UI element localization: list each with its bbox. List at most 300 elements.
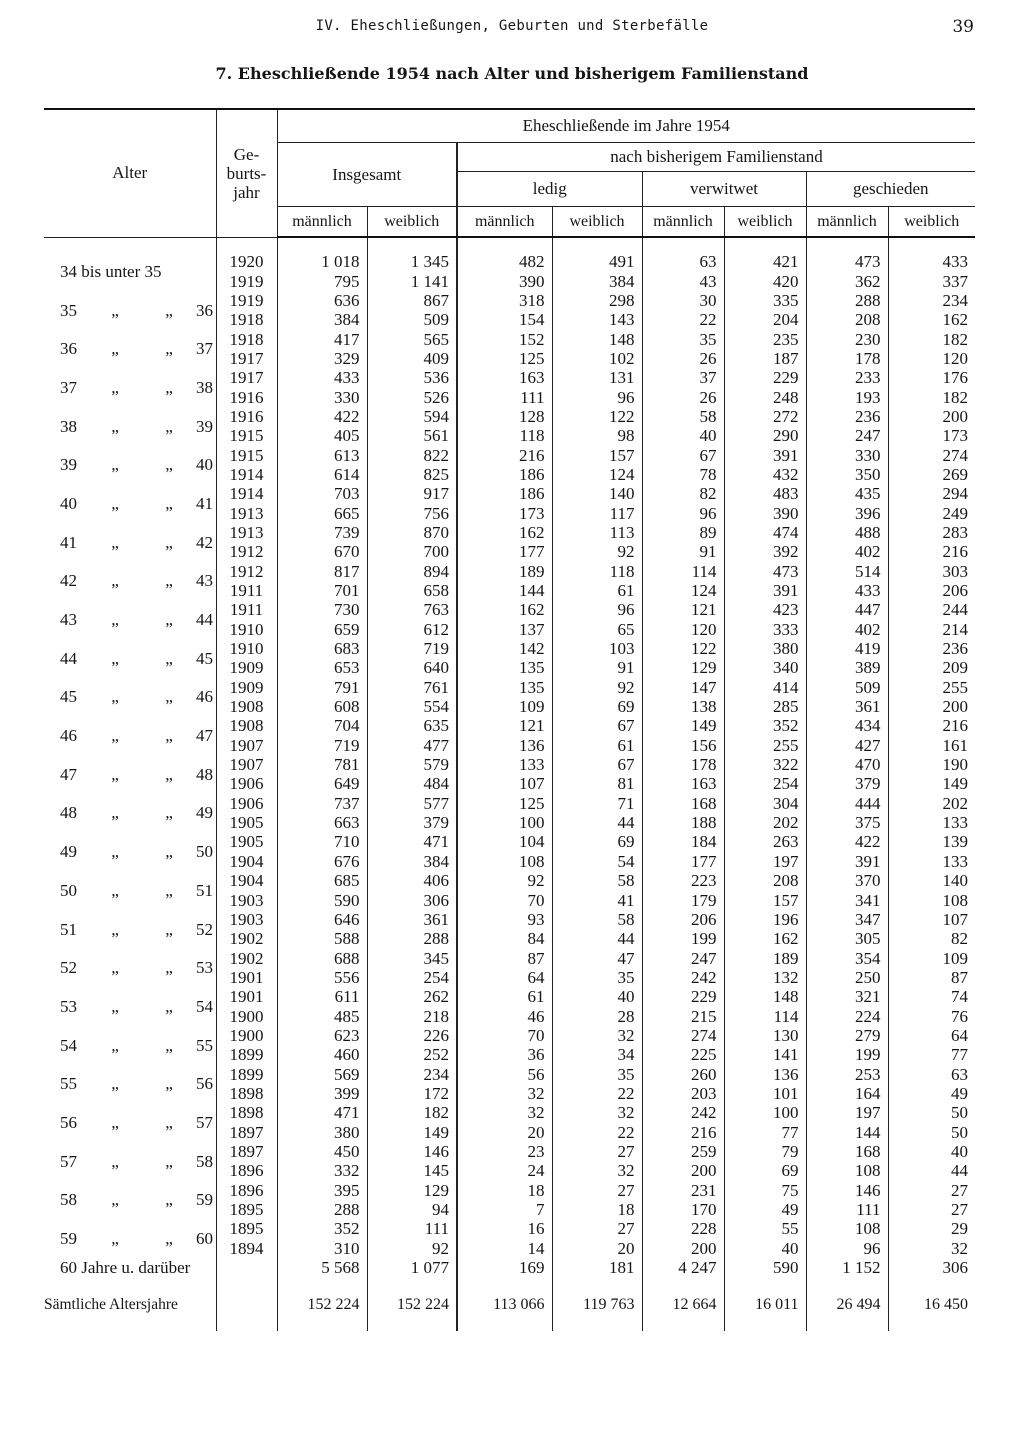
birth-year-cell xyxy=(216,1258,277,1277)
table-row xyxy=(44,639,975,658)
value-cell: 200 xyxy=(888,697,975,716)
value-cell: 216 xyxy=(457,445,552,464)
birth-year-cell: 1906 xyxy=(216,794,277,813)
value-cell: 361 xyxy=(806,697,888,716)
value-cell: 157 xyxy=(724,890,806,909)
value-cell: 719 xyxy=(367,639,457,658)
value-cell: 164 xyxy=(806,1084,888,1103)
value-cell: 216 xyxy=(642,1122,724,1141)
value-cell: 177 xyxy=(457,542,552,561)
value-cell: 91 xyxy=(642,542,724,561)
value-cell: 255 xyxy=(724,736,806,755)
value-cell: 43 xyxy=(642,271,724,290)
value-cell: 1 345 xyxy=(367,252,457,271)
value-cell: 288 xyxy=(367,929,457,948)
value-cell: 173 xyxy=(457,503,552,522)
value-cell: 28 xyxy=(552,1006,642,1025)
value-cell: 298 xyxy=(552,291,642,310)
birth-year-cell: 1910 xyxy=(216,620,277,639)
value-cell: 683 xyxy=(277,639,367,658)
value-cell: 162 xyxy=(457,523,552,542)
birth-year-cell: 1917 xyxy=(216,368,277,387)
value-cell: 146 xyxy=(806,1181,888,1200)
statistics-table xyxy=(44,108,975,1331)
age-group-label: 48 „ „ 49 xyxy=(60,803,213,823)
value-cell: 389 xyxy=(806,658,888,677)
value-cell: 352 xyxy=(724,716,806,735)
value-cell: 24 xyxy=(457,1161,552,1180)
value-cell: 477 xyxy=(367,736,457,755)
value-cell: 279 xyxy=(806,1026,888,1045)
value-cell: 121 xyxy=(457,716,552,735)
value-cell: 613 xyxy=(277,445,367,464)
value-cell: 345 xyxy=(367,948,457,967)
table-row xyxy=(44,368,975,387)
age-group-label: 45 „ „ 46 xyxy=(60,687,213,707)
birth-year-cell: 1911 xyxy=(216,581,277,600)
value-cell: 822 xyxy=(367,445,457,464)
age-group-label: 42 „ „ 43 xyxy=(60,571,213,591)
value-cell: 739 xyxy=(277,523,367,542)
value-cell: 354 xyxy=(806,948,888,967)
total-value-cell: 113 066 xyxy=(457,1292,552,1316)
value-cell: 121 xyxy=(642,600,724,619)
value-cell: 485 xyxy=(277,1006,367,1025)
value-cell: 406 xyxy=(367,871,457,890)
value-cell: 200 xyxy=(888,407,975,426)
value-cell: 254 xyxy=(367,968,457,987)
value-cell: 303 xyxy=(888,562,975,581)
value-cell: 140 xyxy=(888,871,975,890)
table-row xyxy=(44,562,975,581)
value-cell: 470 xyxy=(806,755,888,774)
value-cell: 102 xyxy=(552,349,642,368)
age-group-label: 37 „ „ 38 xyxy=(60,377,213,397)
value-cell: 569 xyxy=(277,1064,367,1083)
value-cell: 737 xyxy=(277,794,367,813)
value-cell: 362 xyxy=(806,271,888,290)
total-value-cell: 12 664 xyxy=(642,1292,724,1316)
value-cell: 402 xyxy=(806,620,888,639)
value-cell: 82 xyxy=(888,929,975,948)
value-cell: 18 xyxy=(552,1200,642,1219)
header-geburtsjahr: Ge- burts- jahr xyxy=(216,109,277,237)
value-cell: 176 xyxy=(888,368,975,387)
header-insgesamt: Insgesamt xyxy=(277,143,457,207)
value-cell: 556 xyxy=(277,968,367,987)
value-cell: 96 xyxy=(806,1239,888,1258)
table-row-total xyxy=(44,1292,975,1316)
value-cell: 103 xyxy=(552,639,642,658)
value-cell: 65 xyxy=(552,620,642,639)
value-cell: 133 xyxy=(888,813,975,832)
value-cell: 149 xyxy=(888,774,975,793)
age-group-label: 51 „ „ 52 xyxy=(60,919,213,939)
value-cell: 27 xyxy=(552,1181,642,1200)
value-cell: 474 xyxy=(724,523,806,542)
value-cell: 173 xyxy=(888,426,975,445)
age-group-label: 38 „ „ 39 xyxy=(60,416,213,436)
value-cell: 79 xyxy=(724,1142,806,1161)
value-cell: 514 xyxy=(806,562,888,581)
value-cell: 335 xyxy=(724,291,806,310)
value-cell: 274 xyxy=(642,1026,724,1045)
value-cell: 67 xyxy=(642,445,724,464)
value-cell: 224 xyxy=(806,1006,888,1025)
value-cell: 561 xyxy=(367,426,457,445)
value-cell: 124 xyxy=(642,581,724,600)
birth-year-cell: 1899 xyxy=(216,1064,277,1083)
value-cell: 92 xyxy=(552,542,642,561)
age-group-label: 60 Jahre u. darüber xyxy=(60,1258,191,1278)
header-geschieden: geschieden xyxy=(806,172,975,207)
value-cell: 124 xyxy=(552,465,642,484)
value-cell: 50 xyxy=(888,1103,975,1122)
value-cell: 91 xyxy=(552,658,642,677)
value-cell: 125 xyxy=(457,349,552,368)
value-cell: 100 xyxy=(457,813,552,832)
value-cell: 14 xyxy=(457,1239,552,1258)
value-cell: 1 077 xyxy=(367,1258,457,1277)
total-label: Sämtliche Altersjahre xyxy=(44,1295,178,1313)
value-cell: 139 xyxy=(888,832,975,851)
value-cell: 611 xyxy=(277,987,367,1006)
table-row xyxy=(44,987,975,1006)
value-cell: 795 xyxy=(277,271,367,290)
value-cell: 554 xyxy=(367,697,457,716)
header-geschieden-maennlich: männlich xyxy=(806,207,888,238)
value-cell: 141 xyxy=(724,1045,806,1064)
value-cell: 435 xyxy=(806,484,888,503)
value-cell: 444 xyxy=(806,794,888,813)
value-cell: 384 xyxy=(367,852,457,871)
value-cell: 4 247 xyxy=(642,1258,724,1277)
table-row xyxy=(44,252,975,271)
value-cell: 419 xyxy=(806,639,888,658)
birth-year-cell: 1896 xyxy=(216,1161,277,1180)
birth-year-cell: 1902 xyxy=(216,948,277,967)
value-cell: 646 xyxy=(277,910,367,929)
value-cell: 168 xyxy=(806,1142,888,1161)
value-cell: 640 xyxy=(367,658,457,677)
age-group-label: 58 „ „ 59 xyxy=(60,1190,213,1210)
value-cell: 242 xyxy=(642,1103,724,1122)
value-cell: 23 xyxy=(457,1142,552,1161)
birth-year-cell: 1895 xyxy=(216,1219,277,1238)
value-cell: 347 xyxy=(806,910,888,929)
value-cell: 148 xyxy=(552,329,642,348)
value-cell: 608 xyxy=(277,697,367,716)
value-cell: 236 xyxy=(806,407,888,426)
value-cell: 259 xyxy=(642,1142,724,1161)
value-cell: 612 xyxy=(367,620,457,639)
birth-year-cell: 1910 xyxy=(216,639,277,658)
value-cell: 122 xyxy=(642,639,724,658)
value-cell: 44 xyxy=(552,929,642,948)
value-cell: 248 xyxy=(724,387,806,406)
value-cell: 27 xyxy=(552,1142,642,1161)
value-cell: 81 xyxy=(552,774,642,793)
value-cell: 423 xyxy=(724,600,806,619)
value-cell: 181 xyxy=(552,1258,642,1277)
value-cell: 118 xyxy=(552,562,642,581)
birth-year-cell: 1905 xyxy=(216,832,277,851)
value-cell: 482 xyxy=(457,252,552,271)
total-value-cell: 152 224 xyxy=(367,1292,457,1316)
value-cell: 670 xyxy=(277,542,367,561)
age-group-label: 46 „ „ 47 xyxy=(60,726,213,746)
value-cell: 577 xyxy=(367,794,457,813)
value-cell: 162 xyxy=(888,310,975,329)
value-cell: 55 xyxy=(724,1219,806,1238)
value-cell: 44 xyxy=(888,1161,975,1180)
value-cell: 260 xyxy=(642,1064,724,1083)
table-body xyxy=(44,237,975,1331)
birth-year-cell: 1908 xyxy=(216,697,277,716)
birth-year-cell: 1908 xyxy=(216,716,277,735)
value-cell: 122 xyxy=(552,407,642,426)
header-insgesamt-maennlich: männlich xyxy=(277,207,367,238)
value-cell: 663 xyxy=(277,813,367,832)
birth-year-cell: 1915 xyxy=(216,426,277,445)
value-cell: 653 xyxy=(277,658,367,677)
birth-year-cell: 1901 xyxy=(216,987,277,1006)
value-cell: 114 xyxy=(724,1006,806,1025)
value-cell: 263 xyxy=(724,832,806,851)
birth-year-cell: 1918 xyxy=(216,329,277,348)
value-cell: 658 xyxy=(367,581,457,600)
value-cell: 225 xyxy=(642,1045,724,1064)
value-cell: 352 xyxy=(277,1219,367,1238)
value-cell: 420 xyxy=(724,271,806,290)
age-group-label: 41 „ „ 42 xyxy=(60,532,213,552)
table-row xyxy=(44,1142,975,1161)
value-cell: 676 xyxy=(277,852,367,871)
value-cell: 417 xyxy=(277,329,367,348)
value-cell: 22 xyxy=(552,1084,642,1103)
value-cell: 341 xyxy=(806,890,888,909)
birth-year-cell: 1916 xyxy=(216,407,277,426)
value-cell: 71 xyxy=(552,794,642,813)
value-cell: 182 xyxy=(888,329,975,348)
value-cell: 29 xyxy=(888,1219,975,1238)
table-row xyxy=(44,1219,975,1238)
value-cell: 63 xyxy=(642,252,724,271)
value-cell: 202 xyxy=(888,794,975,813)
value-cell: 82 xyxy=(642,484,724,503)
value-cell: 433 xyxy=(277,368,367,387)
value-cell: 421 xyxy=(724,252,806,271)
age-group-label: 49 „ „ 50 xyxy=(60,842,213,862)
value-cell: 392 xyxy=(724,542,806,561)
value-cell: 536 xyxy=(367,368,457,387)
value-cell: 614 xyxy=(277,465,367,484)
value-cell: 229 xyxy=(724,368,806,387)
value-cell: 471 xyxy=(277,1103,367,1122)
birth-year-cell: 1897 xyxy=(216,1142,277,1161)
value-cell: 244 xyxy=(888,600,975,619)
table-row xyxy=(44,523,975,542)
value-cell: 332 xyxy=(277,1161,367,1180)
value-cell: 20 xyxy=(457,1122,552,1141)
value-cell: 93 xyxy=(457,910,552,929)
value-cell: 40 xyxy=(642,426,724,445)
value-cell: 228 xyxy=(642,1219,724,1238)
value-cell: 391 xyxy=(724,445,806,464)
value-cell: 483 xyxy=(724,484,806,503)
value-cell: 130 xyxy=(724,1026,806,1045)
age-group-label: 56 „ „ 57 xyxy=(60,1112,213,1132)
value-cell: 84 xyxy=(457,929,552,948)
value-cell: 665 xyxy=(277,503,367,522)
value-cell: 131 xyxy=(552,368,642,387)
value-cell: 390 xyxy=(457,271,552,290)
age-group-label: 40 „ „ 41 xyxy=(60,493,213,513)
value-cell: 471 xyxy=(367,832,457,851)
value-cell: 193 xyxy=(806,387,888,406)
value-cell: 870 xyxy=(367,523,457,542)
birth-year-cell: 1914 xyxy=(216,484,277,503)
value-cell: 32 xyxy=(552,1026,642,1045)
header-familienstand: nach bisherigem Familienstand xyxy=(457,143,975,172)
age-group-label: 57 „ „ 58 xyxy=(60,1151,213,1171)
value-cell: 399 xyxy=(277,1084,367,1103)
value-cell: 473 xyxy=(806,252,888,271)
value-cell: 484 xyxy=(367,774,457,793)
value-cell: 200 xyxy=(642,1161,724,1180)
value-cell: 179 xyxy=(642,890,724,909)
value-cell: 40 xyxy=(888,1142,975,1161)
value-cell: 318 xyxy=(457,291,552,310)
value-cell: 142 xyxy=(457,639,552,658)
value-cell: 306 xyxy=(367,890,457,909)
table-row xyxy=(44,329,975,348)
age-group-label: 36 „ „ 37 xyxy=(60,339,213,359)
value-cell: 117 xyxy=(552,503,642,522)
value-cell: 58 xyxy=(642,407,724,426)
value-cell: 170 xyxy=(642,1200,724,1219)
birth-year-cell: 1900 xyxy=(216,1026,277,1045)
value-cell: 473 xyxy=(724,562,806,581)
header-ledig: ledig xyxy=(457,172,642,207)
value-cell: 67 xyxy=(552,716,642,735)
value-cell: 40 xyxy=(552,987,642,1006)
value-cell: 200 xyxy=(642,1239,724,1258)
header-insgesamt-weiblich: weiblich xyxy=(367,207,457,238)
birth-year-cell: 1907 xyxy=(216,755,277,774)
value-cell: 488 xyxy=(806,523,888,542)
table-row xyxy=(44,1103,975,1122)
value-cell: 61 xyxy=(552,736,642,755)
value-cell: 47 xyxy=(552,948,642,967)
value-cell: 235 xyxy=(724,329,806,348)
table-row xyxy=(44,716,975,735)
value-cell: 579 xyxy=(367,755,457,774)
value-cell: 129 xyxy=(642,658,724,677)
value-cell: 304 xyxy=(724,794,806,813)
value-cell: 40 xyxy=(724,1239,806,1258)
value-cell: 132 xyxy=(724,968,806,987)
birth-year-cell: 1900 xyxy=(216,1006,277,1025)
value-cell: 272 xyxy=(724,407,806,426)
value-cell: 178 xyxy=(806,349,888,368)
value-cell: 867 xyxy=(367,291,457,310)
value-cell: 128 xyxy=(457,407,552,426)
value-cell: 491 xyxy=(552,252,642,271)
value-cell: 206 xyxy=(888,581,975,600)
value-cell: 22 xyxy=(642,310,724,329)
value-cell: 104 xyxy=(457,832,552,851)
value-cell: 433 xyxy=(888,252,975,271)
value-cell: 27 xyxy=(888,1181,975,1200)
value-cell: 77 xyxy=(888,1045,975,1064)
value-cell: 329 xyxy=(277,349,367,368)
value-cell: 109 xyxy=(457,697,552,716)
value-cell: 330 xyxy=(806,445,888,464)
value-cell: 565 xyxy=(367,329,457,348)
value-cell: 108 xyxy=(888,890,975,909)
value-cell: 190 xyxy=(888,755,975,774)
header-geschieden-weiblich: weiblich xyxy=(888,207,975,238)
value-cell: 70 xyxy=(457,1026,552,1045)
value-cell: 380 xyxy=(724,639,806,658)
value-cell: 20 xyxy=(552,1239,642,1258)
header-verwitwet-weiblich: weiblich xyxy=(724,207,806,238)
birth-year-cell: 1895 xyxy=(216,1200,277,1219)
value-cell: 135 xyxy=(457,678,552,697)
table-row xyxy=(44,1026,975,1045)
value-cell: 730 xyxy=(277,600,367,619)
value-cell: 87 xyxy=(888,968,975,987)
table-row xyxy=(44,1064,975,1083)
value-cell: 61 xyxy=(457,987,552,1006)
birth-year-cell: 1903 xyxy=(216,890,277,909)
value-cell: 817 xyxy=(277,562,367,581)
value-cell: 138 xyxy=(642,697,724,716)
value-cell: 182 xyxy=(367,1103,457,1122)
value-cell: 152 xyxy=(457,329,552,348)
birth-year-cell: 1917 xyxy=(216,349,277,368)
value-cell: 434 xyxy=(806,716,888,735)
value-cell: 146 xyxy=(367,1142,457,1161)
value-cell: 288 xyxy=(277,1200,367,1219)
value-cell: 703 xyxy=(277,484,367,503)
value-cell: 22 xyxy=(552,1122,642,1141)
value-cell: 78 xyxy=(642,465,724,484)
value-cell: 162 xyxy=(457,600,552,619)
value-cell: 269 xyxy=(888,465,975,484)
value-cell: 69 xyxy=(552,832,642,851)
table-row xyxy=(44,948,975,967)
value-cell: 77 xyxy=(724,1122,806,1141)
value-cell: 108 xyxy=(806,1161,888,1180)
value-cell: 87 xyxy=(457,948,552,967)
value-cell: 290 xyxy=(724,426,806,445)
value-cell: 252 xyxy=(367,1045,457,1064)
value-cell: 108 xyxy=(457,852,552,871)
value-cell: 196 xyxy=(724,910,806,929)
birth-year-cell: 1902 xyxy=(216,929,277,948)
age-group-label: 39 „ „ 40 xyxy=(60,455,213,475)
value-cell: 89 xyxy=(642,523,724,542)
value-cell: 189 xyxy=(724,948,806,967)
table-row xyxy=(44,445,975,464)
page-number: 39 xyxy=(952,17,974,37)
birth-year-cell: 1907 xyxy=(216,736,277,755)
value-cell: 350 xyxy=(806,465,888,484)
age-group-label: 34 bis unter 35 xyxy=(60,261,162,281)
value-cell: 635 xyxy=(367,716,457,735)
